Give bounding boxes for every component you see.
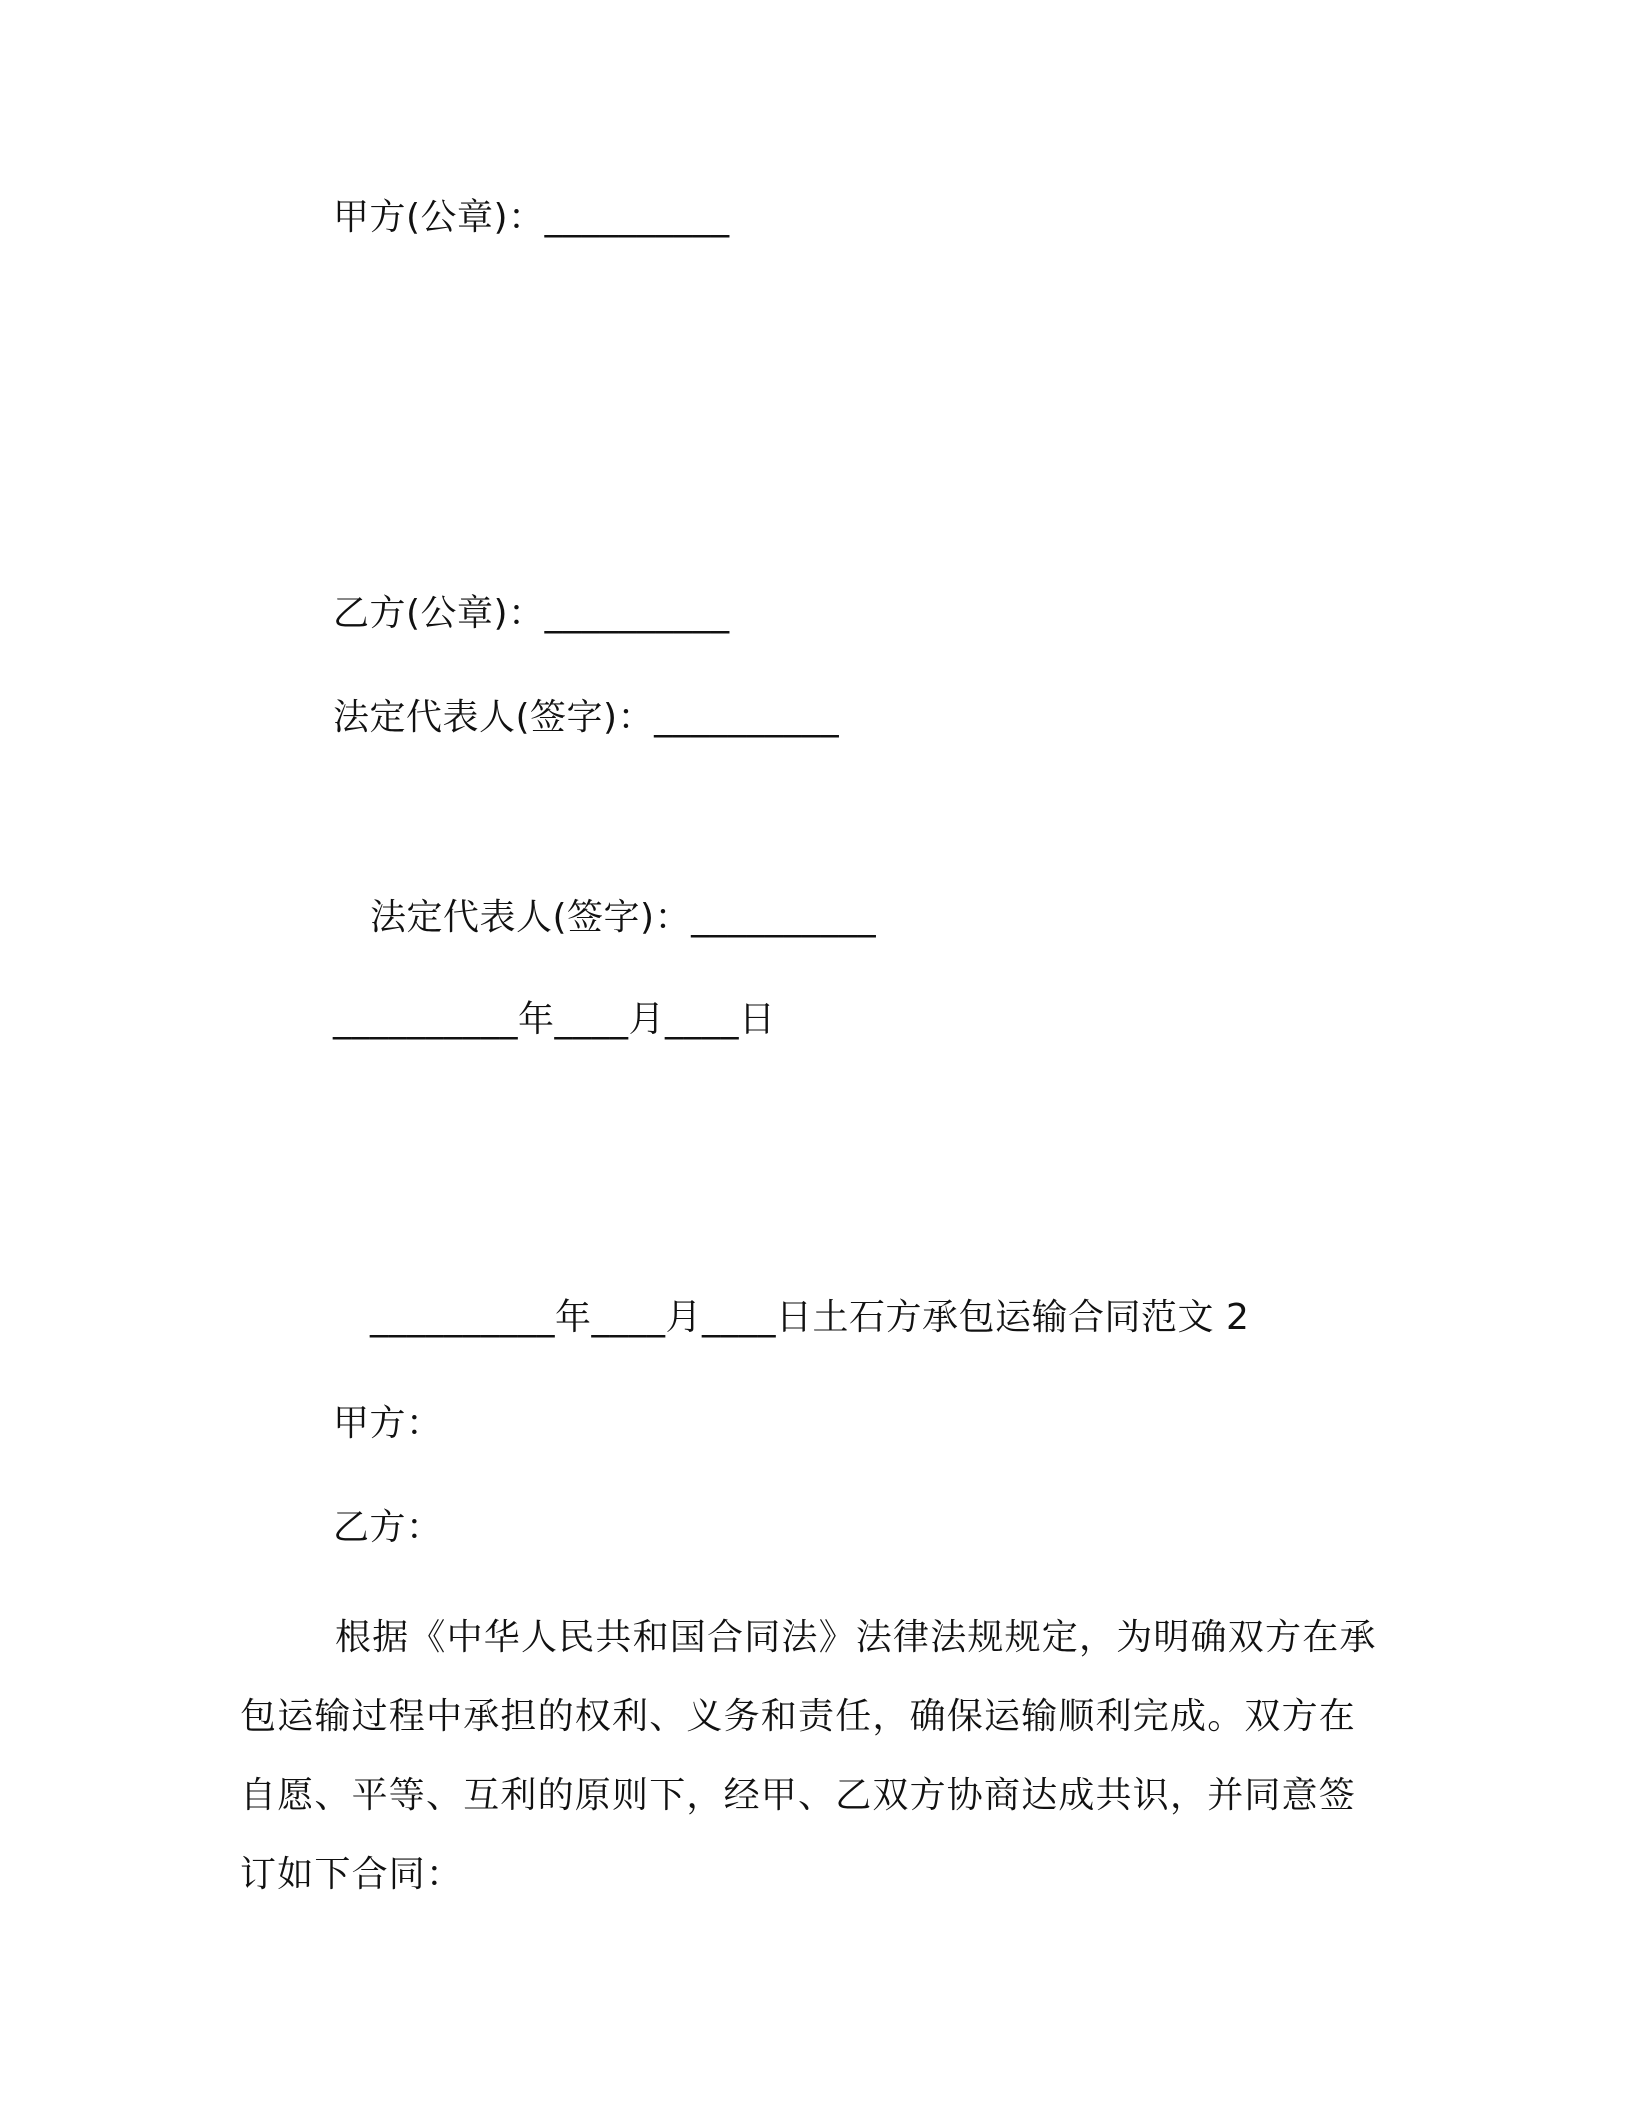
party-b-label: 乙方： xyxy=(333,1507,443,1548)
date-line: __________年____月____日 xyxy=(333,999,776,1040)
party-a-seal-line: 甲方(公章)：__________ xyxy=(333,197,730,238)
party-a-label: 甲方： xyxy=(333,1403,443,1444)
legal-representative-signature-line: 法定代表人(签字)：__________ xyxy=(333,697,840,738)
contract-title: __________年____月____日土石方承包运输合同范文 2 xyxy=(370,1297,1250,1338)
intro-paragraph: 根据《中华人民共和国合同法》法律法规规定，为明确双方在承包运输过程中承担的权利、义务和责任，确保运输顺利完成。双方在自愿、平等、互利的原则下，经甲、乙双方协商达成共识，并同意签订如下合同： xyxy=(240,1617,1377,1895)
party-b-seal-line: 乙方(公章)：__________ xyxy=(333,593,730,634)
legal-representative-signature-line-2: 法定代表人(签字)：__________ xyxy=(370,897,877,938)
